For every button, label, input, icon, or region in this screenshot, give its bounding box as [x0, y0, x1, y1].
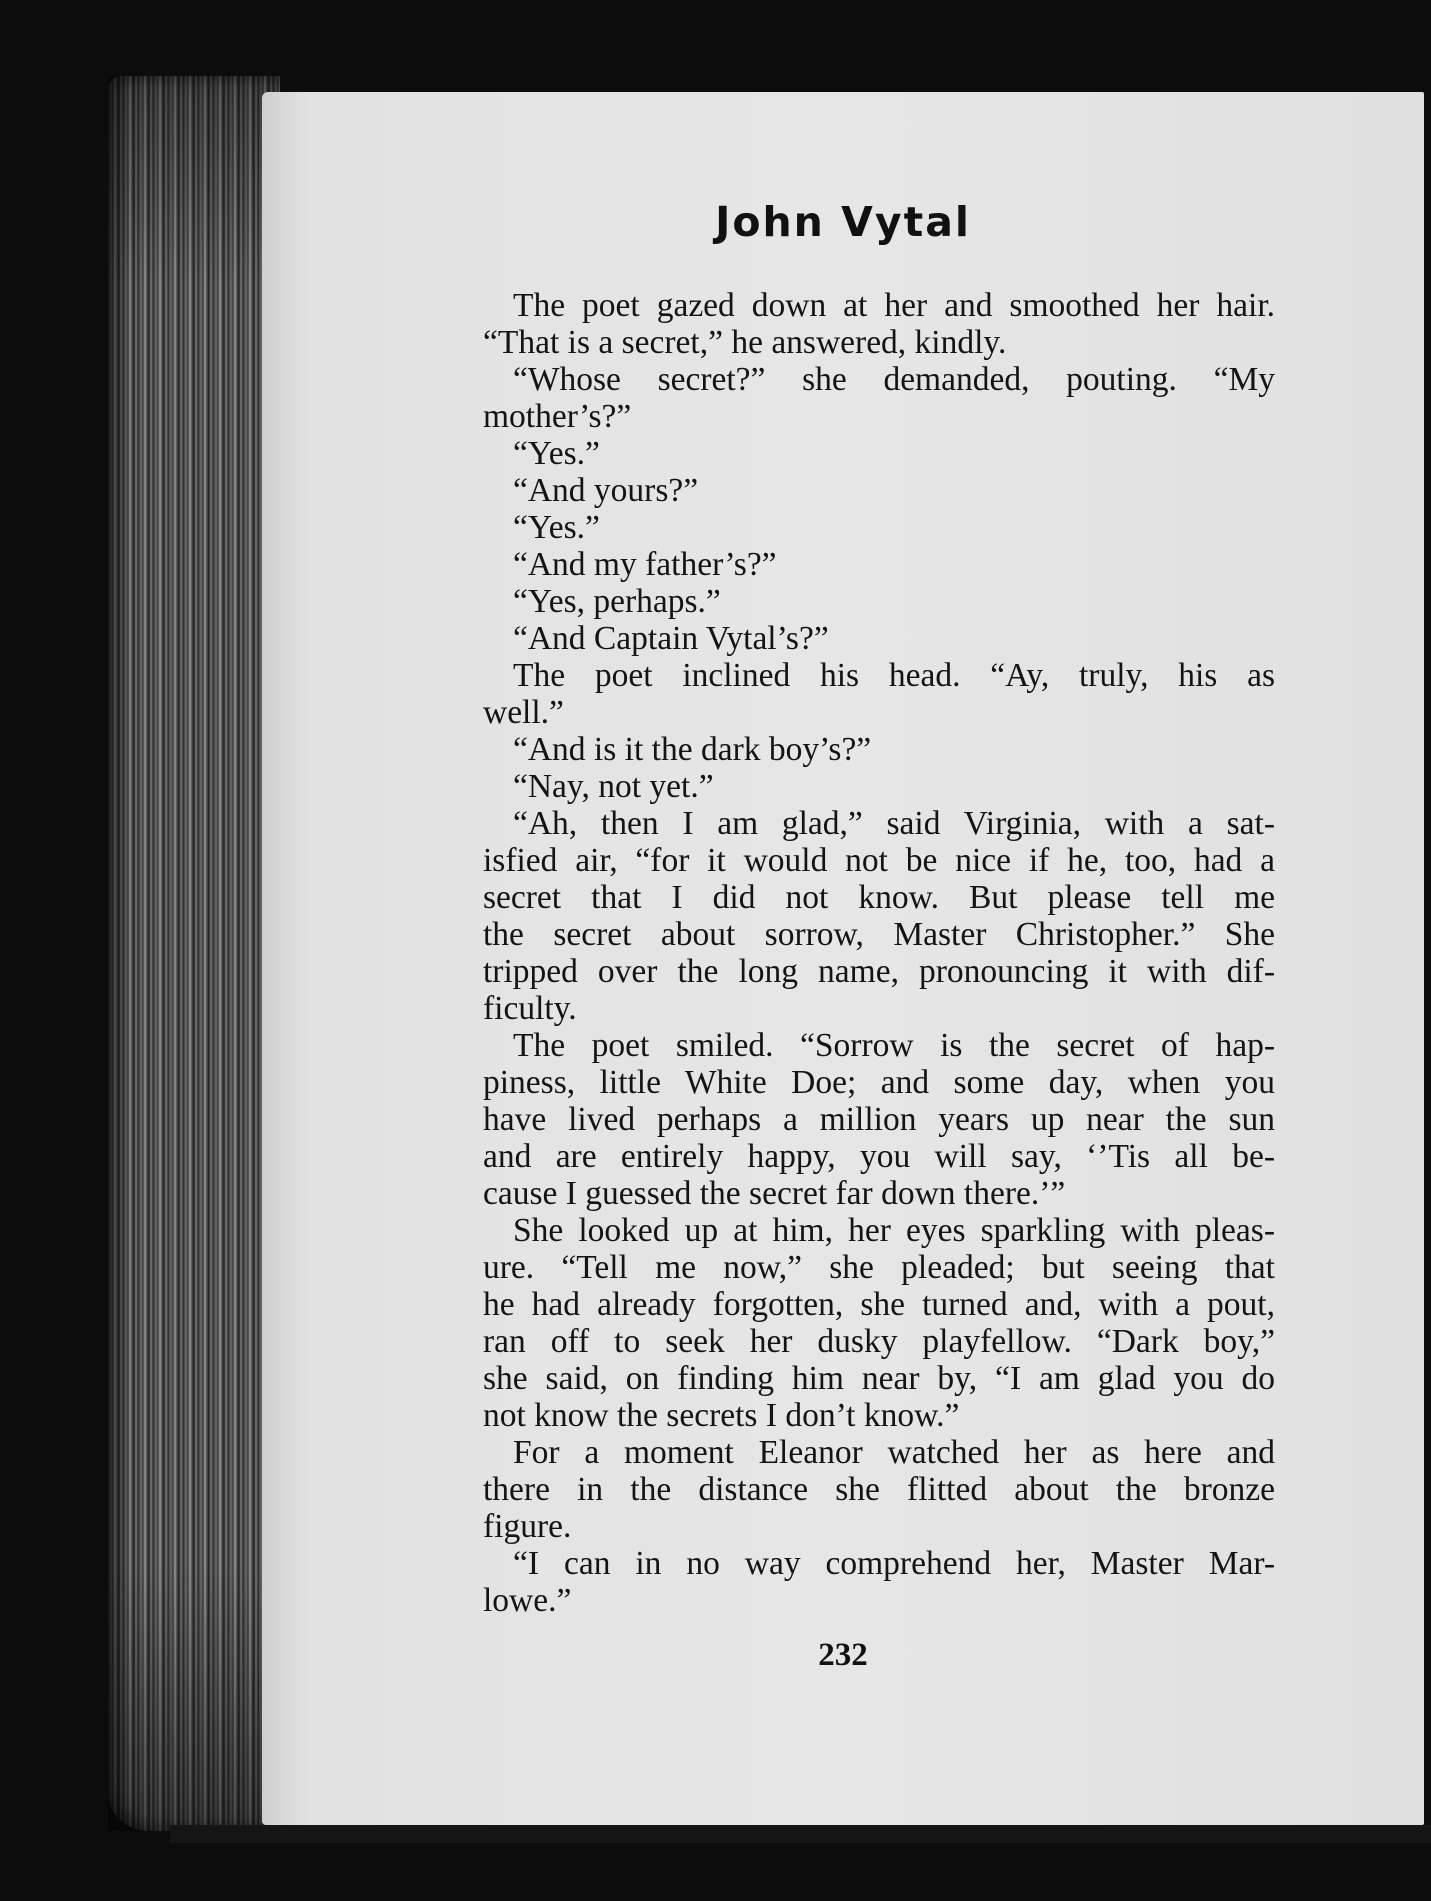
running-head: John Vytal	[715, 198, 971, 246]
text-line: there in the distance she flitted about the bronze	[483, 1471, 1275, 1508]
text-line: The poet gazed down at her and smoothed her hair.	[513, 287, 1275, 324]
text-line: isfied air, “for it would not be nice if he, too, had a	[483, 842, 1275, 879]
text-line: the secret about sorrow, Master Christopher.” She	[483, 916, 1275, 953]
text-line: “Ah, then I am glad,” said Virginia, with a sat-	[513, 805, 1275, 842]
text-line: ure. “Tell me now,” she pleaded; but seeing that	[483, 1249, 1275, 1286]
text-line: cause I guessed the secret far down there.’”	[483, 1175, 1066, 1212]
text-line: not know the secrets I don’t know.”	[483, 1397, 960, 1434]
text-line: she said, on finding him near by, “I am glad you do	[483, 1360, 1275, 1397]
book-page-edges	[108, 76, 280, 1831]
text-line: “Nay, not yet.”	[513, 768, 714, 805]
text-line: secret that I did not know. But please tell me	[483, 879, 1275, 916]
text-line: “Whose secret?” she demanded, pouting. “My	[513, 361, 1275, 398]
text-line: “Yes, perhaps.”	[513, 583, 721, 620]
text-line: mother’s?”	[483, 398, 632, 435]
text-line: well.”	[483, 694, 564, 731]
text-line: have lived perhaps a million years up near the sun	[483, 1101, 1275, 1138]
page-bottom-shadow	[170, 1825, 1431, 1843]
text-line: piness, little White Doe; and some day, when you	[483, 1064, 1275, 1101]
text-line: lowe.”	[483, 1582, 572, 1619]
text-line: The poet inclined his head. “Ay, truly, his as	[513, 657, 1275, 694]
text-line: She looked up at him, her eyes sparkling with pleas-	[513, 1212, 1275, 1249]
text-line: “I can in no way comprehend her, Master Mar-	[513, 1545, 1275, 1582]
text-line: “And is it the dark boy’s?”	[513, 731, 872, 768]
text-line: “Yes.”	[513, 435, 600, 472]
text-line: figure.	[483, 1508, 572, 1545]
page-number: 232	[818, 1637, 868, 1673]
text-line: “And yours?”	[513, 472, 699, 509]
body-text	[483, 287, 1275, 1619]
text-line: ran off to seek her dusky playfellow. “Dark boy,”	[483, 1323, 1275, 1360]
text-line: “And Captain Vytal’s?”	[513, 620, 829, 657]
text-line: The poet smiled. “Sorrow is the secret of hap-	[513, 1027, 1275, 1064]
text-line: For a moment Eleanor watched her as here and	[513, 1434, 1275, 1471]
text-line: “And my father’s?”	[513, 546, 777, 583]
text-line: ficulty.	[483, 990, 577, 1027]
text-line: and are entirely happy, you will say, ‘’Tis all be-	[483, 1138, 1275, 1175]
text-line: “Yes.”	[513, 509, 600, 546]
text-line: he had already forgotten, she turned and, with a pout,	[483, 1286, 1275, 1323]
text-line: “That is a secret,” he answered, kindly.	[483, 324, 1007, 361]
text-line: tripped over the long name, pronouncing it with dif-	[483, 953, 1275, 990]
